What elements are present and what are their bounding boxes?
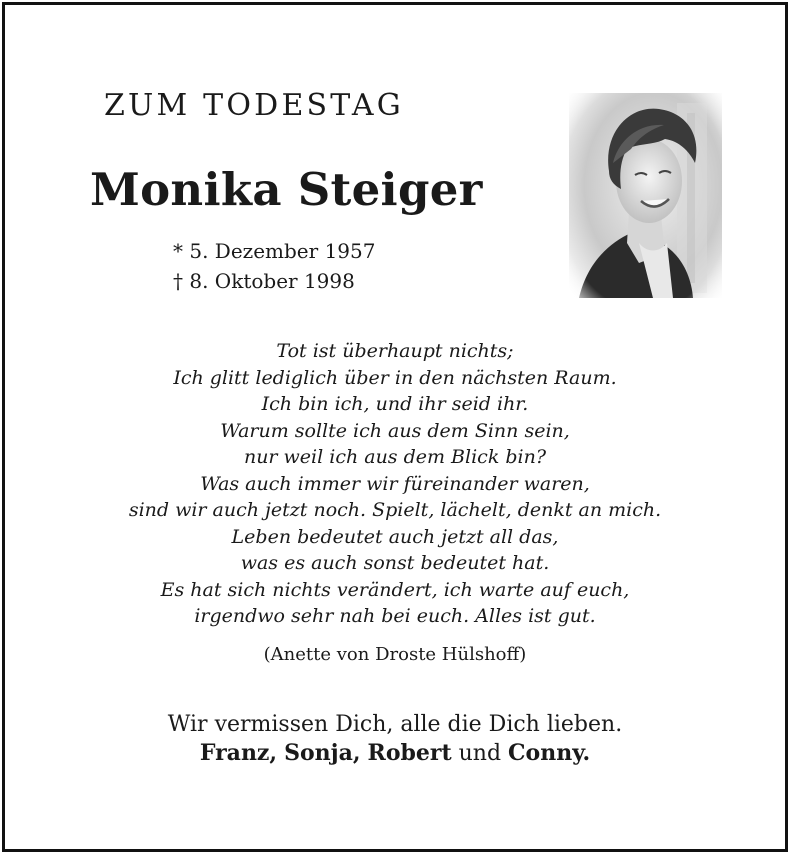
poem-line: Ich bin ich, und ihr seid ihr. <box>261 393 529 415</box>
poem-line: Leben bedeutet auch jetzt all das, <box>231 525 559 548</box>
poem-line: Tot ist überhaupt nichts; <box>276 340 514 362</box>
portrait-photo-icon <box>569 93 722 298</box>
mourner-name: Robert <box>367 740 452 766</box>
deceased-name: Monika Steiger <box>90 163 483 216</box>
memorial-poem <box>0 338 790 630</box>
poem-line: sind wir auch jetzt noch. Spielt, lächelt, denkt an mich. <box>128 499 662 521</box>
life-dates <box>173 236 375 296</box>
conjunction: und <box>458 741 502 766</box>
poem-line: Warum sollte ich aus dem Sinn sein, <box>220 419 570 442</box>
notice-heading: ZUM TODESTAG <box>104 88 404 123</box>
closing-message <box>0 710 790 768</box>
closing-line: Wir vermissen Dich, alle die Dich lieben. <box>167 712 623 737</box>
mourner-name: Sonja, <box>284 740 361 766</box>
poem-line: was es auch sonst bedeutet hat. <box>240 552 550 574</box>
mourner-name: Conny. <box>508 740 591 766</box>
poem-line: irgendwo sehr nah bei euch. Alles ist gut. <box>194 605 596 627</box>
death-date: † 8. Oktober 1998 <box>173 269 355 293</box>
poem-line: Ich glitt lediglich über in den nächsten Raum. <box>173 366 617 389</box>
mourner-name: Franz, <box>199 740 278 766</box>
portrait-photo <box>569 93 722 298</box>
poem-author: (Anette von Droste Hülshoff) <box>263 644 527 665</box>
birth-date: * 5. Dezember 1957 <box>173 239 376 263</box>
poem-line: Es hat sich nichts verändert, ich warte auf euch, <box>160 578 630 601</box>
poem-line: Was auch immer wir füreinander waren, <box>200 472 590 495</box>
poem-line: nur weil ich aus dem Blick bin? <box>243 446 547 468</box>
mourners-line <box>0 739 790 768</box>
